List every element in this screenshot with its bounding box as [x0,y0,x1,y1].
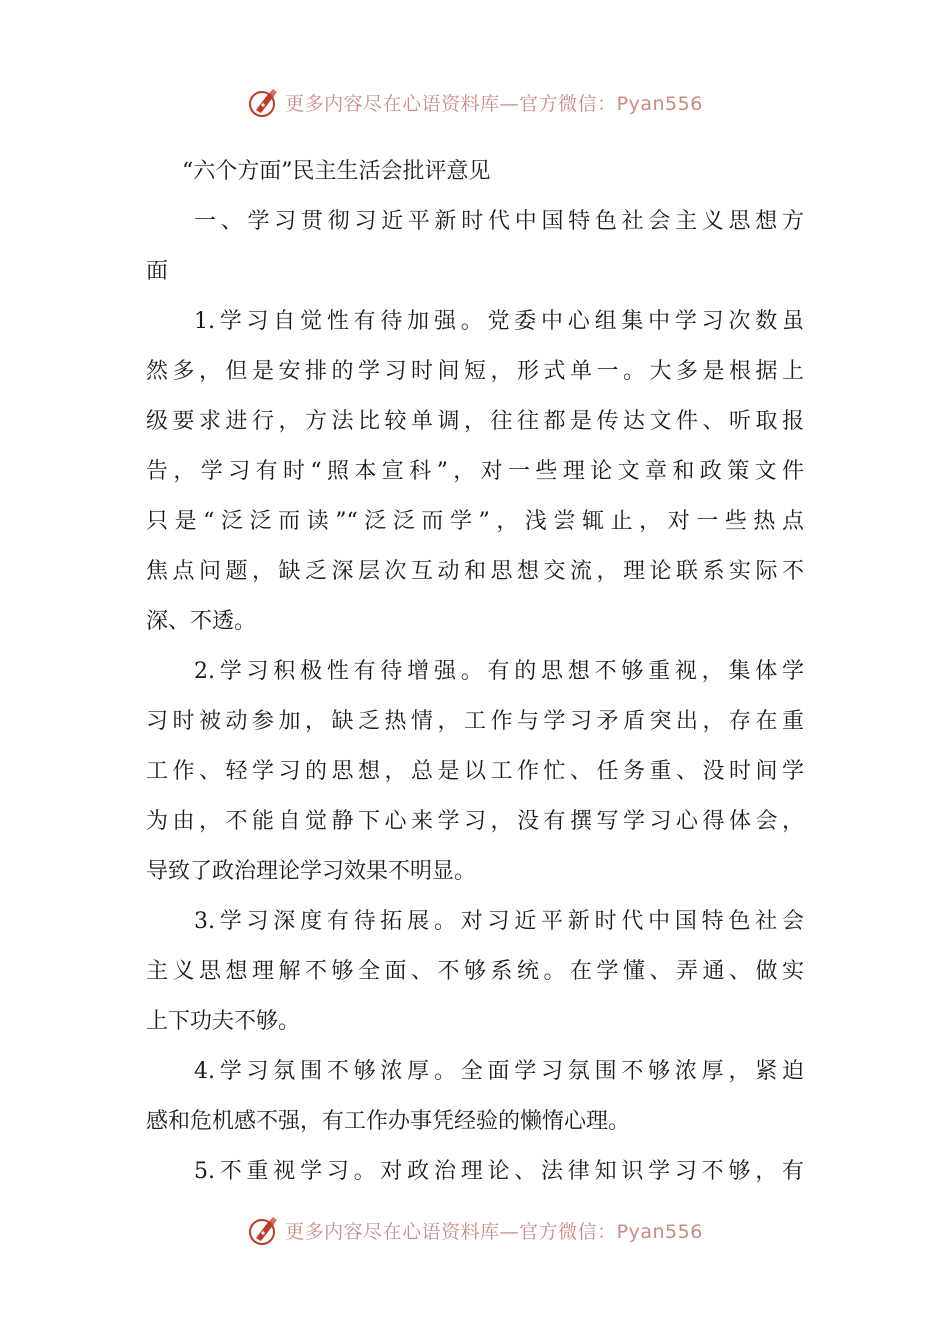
paragraph-line: 只是“泛泛而读”“泛泛而学”，浅尝辄止，对一些热点 [146,509,804,534]
paragraph-line: 工作、轻学习的思想，总是以工作忙、任务重、没时间学 [146,759,804,784]
pen-nib-logo-icon [247,1213,281,1247]
document-title: “六个方面”民主生活会批评意见 [182,159,491,184]
pen-nib-logo-icon [247,85,281,119]
section-heading-cont: 面 [146,259,169,284]
document-body [146,147,804,1197]
paragraph-line: 导致了政治理论学习效果不明显。 [146,859,477,884]
paragraph-line: 然多，但是安排的学习时间短，形式单一。大多是根据上 [146,359,804,384]
watermark-text: 更多内容尽在心语资料库—官方微信：Pyan556 [285,1220,703,1243]
paragraph-line: 3.学习深度有待拓展。对习近平新时代中国特色社会 [194,909,804,934]
paragraph-line: 级要求进行，方法比较单调，往往都是传达文件、听取报 [146,409,804,434]
watermark-text: 更多内容尽在心语资料库—官方微信：Pyan556 [285,92,703,115]
watermark-handle: Pyan556 [616,1220,703,1243]
paragraph-line: 为由，不能自觉静下心来学习，没有撰写学习心得体会， [146,809,804,834]
paragraph-line: 告，学习有时“照本宣科”，对一些理论文章和政策文件 [146,459,804,484]
paragraph-line: 1.学习自觉性有待加强。党委中心组集中学习次数虽 [194,309,804,334]
section-heading: 一、学习贯彻习近平新时代中国特色社会主义思想方 [194,209,804,234]
paragraph-line: 感和危机感不强，有工作办事凭经验的懒惰心理。 [146,1109,631,1134]
paragraph-line: 2.学习积极性有待增强。有的思想不够重视，集体学 [194,659,804,684]
paragraph-line: 焦点问题，缺乏深层次互动和思想交流，理论联系实际不 [146,559,804,584]
watermark-header [0,82,950,122]
paragraph-line: 主义思想理解不够全面、不够系统。在学懂、弄通、做实 [146,959,804,984]
paragraph-line: 习时被动参加，缺乏热情，工作与学习矛盾突出，存在重 [146,709,804,734]
paragraph-line: 4.学习氛围不够浓厚。全面学习氛围不够浓厚，紧迫 [194,1059,804,1084]
paragraph-line: 上下功夫不够。 [146,1009,301,1034]
paragraph-line: 深、不透。 [146,609,257,634]
watermark-handle: Pyan556 [616,92,703,115]
paragraph-line: 5.不重视学习。对政治理论、法律知识学习不够，有 [194,1159,804,1184]
watermark-footer [0,1210,950,1250]
